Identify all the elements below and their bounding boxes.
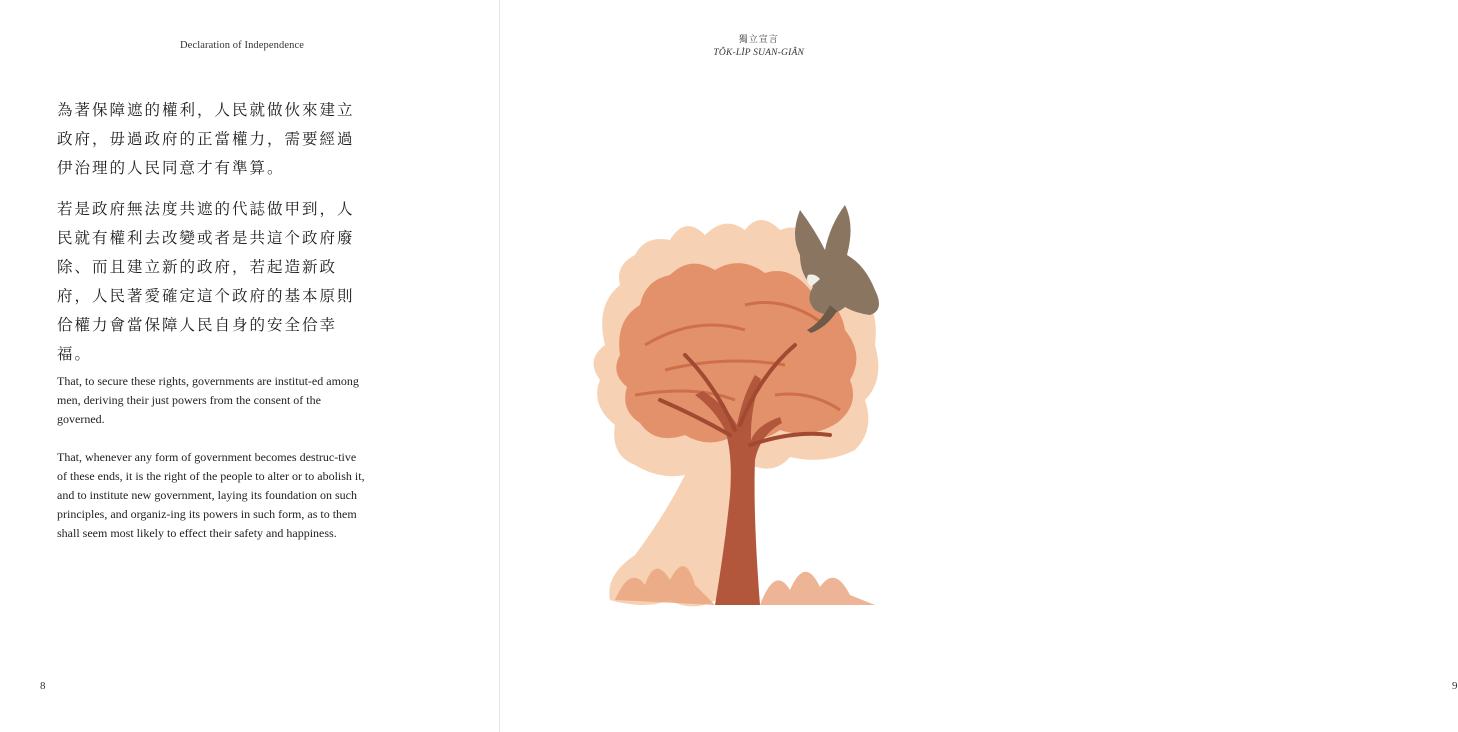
en-paragraph-1: That, to secure these rights, governments are institut-ed among men, deriving their just powers from the consent of the governed. [57,374,359,426]
left-page [0,0,500,732]
running-head-left: Declaration of Independence [180,40,304,51]
page-number-right: 9 [1452,680,1458,692]
page-number-left: 8 [40,680,46,692]
zh-paragraph-1: 為著保障遮的權利，人民就做伙來建立政府，毋過政府的正當權力，需要經過伊治理的人民同意才有準算。 [57,101,355,177]
en-paragraph-2: That, whenever any form of government becomes destruc-tive of these ends, it is the right of the people to alter or to abolish it, and to institute new government, laying its foundation on such principles, and organiz-ing its powers in such form, as to them shall seem most likely to effect their safety and happiness. [57,450,365,540]
running-head-zh: 獨立宣言 [738,35,779,45]
zh-paragraph-2: 若是政府無法度共遮的代誌做甲到，人民就有權利去改變或者是共這个政府廢除、而且建立新的政府，若起造新政府，人民著愛確定這个政府的基本原則佮權力會當保障人民自身的安全佮幸福。 [57,200,355,363]
burning-tree-with-eagle-illustration [575,195,915,625]
running-head-right [713,34,804,60]
running-head-romanized: TÔK-LI̍P SUAN-GIÂN [713,48,804,58]
